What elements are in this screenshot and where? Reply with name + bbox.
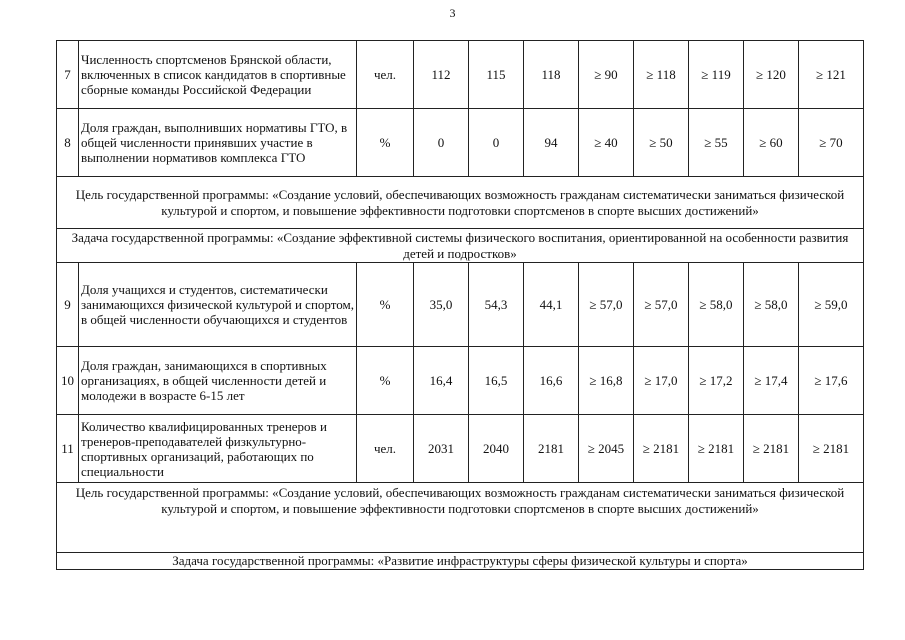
value-cell: ≥ 90 [579,41,634,109]
task-text: Задача государственной программы: «Развитие инфраструктуры сферы физической культуры и спорта» [57,553,864,570]
value-cell: 0 [414,109,469,177]
row-number: 10 [57,347,79,415]
value-cell: ≥ 119 [689,41,744,109]
goal-row [57,483,864,553]
value-cell: ≥ 17,2 [689,347,744,415]
value-cell: 16,4 [414,347,469,415]
indicator-row [57,263,864,347]
task-text: Задача государственной программы: «Создание эффективной системы физического воспитания, ориентированной на особенности развития детей и подростков» [57,229,864,263]
value-cell: 112 [414,41,469,109]
row-number: 8 [57,109,79,177]
value-cell: ≥ 40 [579,109,634,177]
value-cell: ≥ 2181 [744,415,799,483]
value-cell: 0 [469,109,524,177]
goal-text: Цель государственной программы: «Создание условий, обеспечивающих возможность гражданам систематически заниматься физической культурой и спортом, и повышение эффективности подготовки спортсменов в спорте высших достижений» [57,177,864,229]
row-number: 9 [57,263,79,347]
value-cell: ≥ 57,0 [634,263,689,347]
value-cell: 54,3 [469,263,524,347]
unit-cell: чел. [357,415,414,483]
value-cell: ≥ 58,0 [744,263,799,347]
value-cell: ≥ 120 [744,41,799,109]
value-cell: ≥ 57,0 [579,263,634,347]
value-cell: 94 [524,109,579,177]
page-number: 3 [449,6,456,20]
indicator-name: Доля учащихся и студентов, систематически занимающихся физической культурой и спортом, в общей численности обучающихся и студентов [79,263,357,347]
unit-cell: чел. [357,41,414,109]
value-cell: ≥ 55 [689,109,744,177]
indicators-table-body [57,41,864,570]
unit-cell: % [357,109,414,177]
unit-cell: % [357,347,414,415]
indicator-row [57,415,864,483]
task-row [57,553,864,570]
unit-cell: % [357,263,414,347]
indicator-name: Количество квалифицированных тренеров и тренеров-преподавателей физкультурно-спортивных организаций, работающих по специальности [79,415,357,483]
value-cell: ≥ 16,8 [579,347,634,415]
value-cell: 35,0 [414,263,469,347]
value-cell: 16,6 [524,347,579,415]
indicator-name: Доля граждан, занимающихся в спортивных организациях, в общей численности детей и молодежи в возрасте 6-15 лет [79,347,357,415]
value-cell: ≥ 17,4 [744,347,799,415]
value-cell: ≥ 17,0 [634,347,689,415]
indicator-row [57,41,864,109]
value-cell: ≥ 2181 [689,415,744,483]
goal-row [57,177,864,229]
value-cell: ≥ 70 [799,109,864,177]
indicator-row [57,109,864,177]
value-cell: 2040 [469,415,524,483]
value-cell: 2031 [414,415,469,483]
indicators-table [56,40,864,570]
value-cell: 2181 [524,415,579,483]
value-cell: ≥ 58,0 [689,263,744,347]
indicator-name: Доля граждан, выполнивших нормативы ГТО, в общей численности принявших участие в выполнении нормативов комплекса ГТО [79,109,357,177]
value-cell: 115 [469,41,524,109]
task-row [57,229,864,263]
value-cell: ≥ 121 [799,41,864,109]
row-number: 11 [57,415,79,483]
value-cell: ≥ 17,6 [799,347,864,415]
value-cell: ≥ 59,0 [799,263,864,347]
value-cell: ≥ 60 [744,109,799,177]
value-cell: ≥ 2181 [799,415,864,483]
value-cell: ≥ 50 [634,109,689,177]
value-cell: 118 [524,41,579,109]
value-cell: 44,1 [524,263,579,347]
value-cell: ≥ 118 [634,41,689,109]
value-cell: ≥ 2045 [579,415,634,483]
indicator-row [57,347,864,415]
indicator-name: Численность спортсменов Брянской области, включенных в список кандидатов в спортивные сборные команды Российской Федерации [79,41,357,109]
value-cell: 16,5 [469,347,524,415]
goal-text: Цель государственной программы: «Создание условий, обеспечивающих возможность гражданам систематически заниматься физической культурой и спортом, и повышение эффективности подготовки спортсменов в спорте высших достижений» [57,483,864,553]
value-cell: ≥ 2181 [634,415,689,483]
row-number: 7 [57,41,79,109]
